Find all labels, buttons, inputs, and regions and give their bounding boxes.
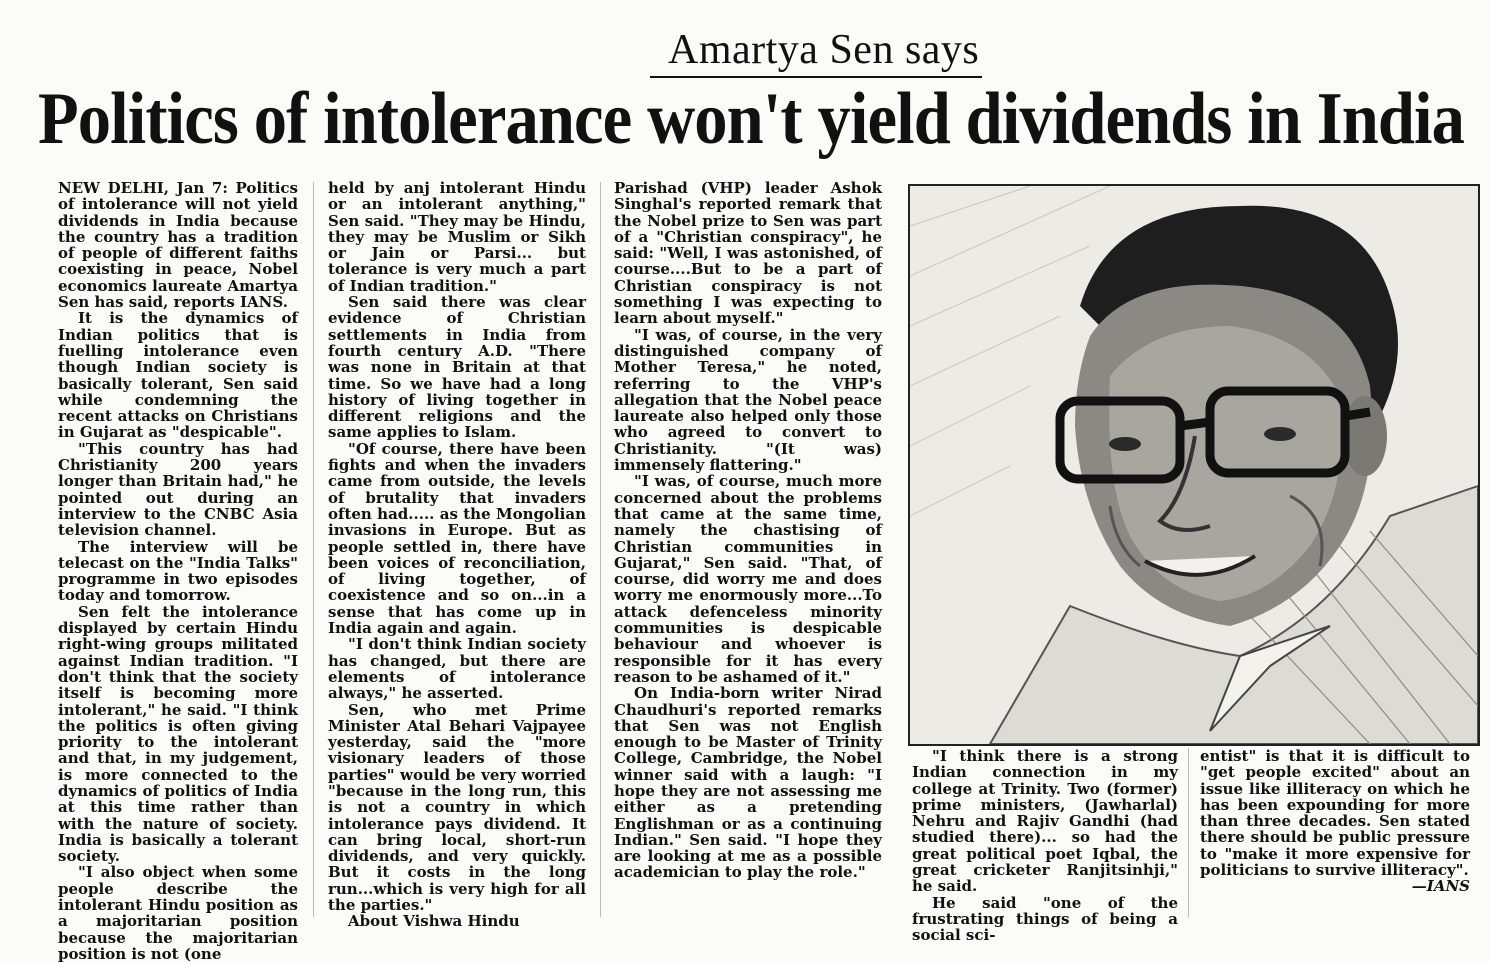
paragraph: On India-born writer Nirad Chaudhuri's reported remarks that Sen was not English enough to be Master of Trinity College, Cambridge, the Nobel winner said with a laugh: "I hope they are not assessing me either as a pretending Englishman or as a continuing Indian." Sen said. "I hope they are looking at me as a possible academician to play the role." (614, 684, 882, 882)
column-4 (912, 748, 1178, 944)
paragraph: Sen felt the intolerance displayed by certain Hindu right-wing groups militated against Indian tradition. "I don't think that the society itself is becoming more intolerant," he said. "I think the politics is often giving priority to the intolerant and that, in my judgement, is more connected to the dynamics of politics of India at this time rather than with the nature of society. India is basically a tolerant society. (58, 602, 298, 866)
paragraph: "This country has had Christianity 200 years longer than Britain had," he pointed out during an interview to the CNBC Asia television channel. (58, 439, 298, 540)
paragraph: It is the dynamics of Indian politics that is fuelling intolerance even though Indian society is basically tolerant, Sen said while condemning the recent attacks on Christians in Gujarat as "despicable". (58, 309, 298, 442)
paragraph: Sen said there was clear evidence of Christian settlements in India from fourth century A.D. "There was none in Britain at that time. So we have had a long history of living together in different religions and the same applies to Islam. (328, 293, 586, 442)
column-separator (313, 182, 314, 917)
paragraph: Parishad (VHP) leader Ashok Singhal's reported remark that the Nobel prize to Sen was part of a "Christian conspiracy", he said: "Well, I was astonished, of course....But to be a part of Christian conspiracy is not something I was expecting to learn about myself." (614, 179, 882, 328)
paragraph: About Vishwa Hindu (348, 912, 520, 931)
portrait-photo (908, 184, 1480, 746)
paragraph: "I was, of course, in the very distinguished company of Mother Teresa," he noted, referring to the VHP's allegation that the Nobel peace laureate also helped only those who agreed to convert to Christianity. "(It was) immensely flattering." (614, 325, 882, 475)
paragraph: NEW DELHI, Jan 7: Politics of intolerance will not yield dividends in India because the country has a tradition of people of different faiths coexisting in peace, Nobel economics laureate Amartya Sen has said, reports IANS. (58, 179, 298, 312)
column-separator (600, 182, 601, 917)
portrait-sketch (910, 186, 1478, 744)
column-3 (614, 180, 882, 881)
column-separator (1188, 748, 1189, 918)
paragraph: "I think there is a strong Indian connection in my college at Trinity. Two (former) prime ministers, (Jawharlal) Nehru and Rajiv Gandhi (had studied there)... so had the great political poet Iqbal, the great cricketer Ranjitsinhji," he said. (912, 747, 1178, 896)
column-2 (328, 180, 586, 930)
paragraph: "I was, of course, much more concerned about the problems that came at the same time, namely the chastising of Christian communities in Gujarat," Sen said. "That, of course, did worry me and does worry me enormously more...To attack defenceless minority communities is despicable behaviour and whoever is responsible for it has every reason to be ashamed of it." (614, 472, 882, 686)
kicker: Amartya Sen says (668, 27, 980, 73)
paragraph: He said "one of the frustrating things of being a social sci- (912, 893, 1178, 945)
signoff: —IANS (1411, 877, 1470, 896)
paragraph: Sen, who met Prime Minister Atal Behari Vajpayee yesterday, said the "more visionary leaders of those parties" would be very worried "because in the long run, this is not a country in which intolerance pays dividend. It can bring local, short-run dividends, and very quickly. But it costs in the long run...which is very high for all the parties." (328, 700, 586, 915)
paragraph: "I don't think Indian society has changed, but there are elements of intolerance always," he asserted. (328, 635, 586, 703)
headline: Politics of intolerance won't yield dividends in India (38, 78, 1465, 160)
column-5 (1200, 748, 1470, 895)
paragraph: held by anj intolerant Hindu or an intolerant anything," Sen said. "They may be Hindu, they may be Muslim or Sikh or Jain or Parsi... but tolerance is very much a part of Indian tradition." (328, 179, 586, 295)
column-1 (58, 180, 298, 962)
paragraph: "I also object when some people describe the intolerant Hindu position as a majoritarian position because the majoritarian position is not (one (58, 863, 298, 963)
paragraph: The interview will be telecast on the "India Talks" programme in two episodes today and tomorrow. (58, 537, 298, 605)
paragraph: entist" is that it is difficult to "get people excited" about an issue like illiteracy on which he has been expounding for more than three decades. Sen stated there should be public pressure to "make it more expensive for politicians to survive illiteracy". (1200, 747, 1470, 880)
paragraph: "Of course, there have been fights and when the invaders came from outside, the levels of brutality that invaders often had..... as the Mongolian invasions in Europe. But as people settled in, there have been voices of reconciliation, of living together, of coexistence and so on...in a sense that has come up in India again and again. (328, 439, 586, 638)
